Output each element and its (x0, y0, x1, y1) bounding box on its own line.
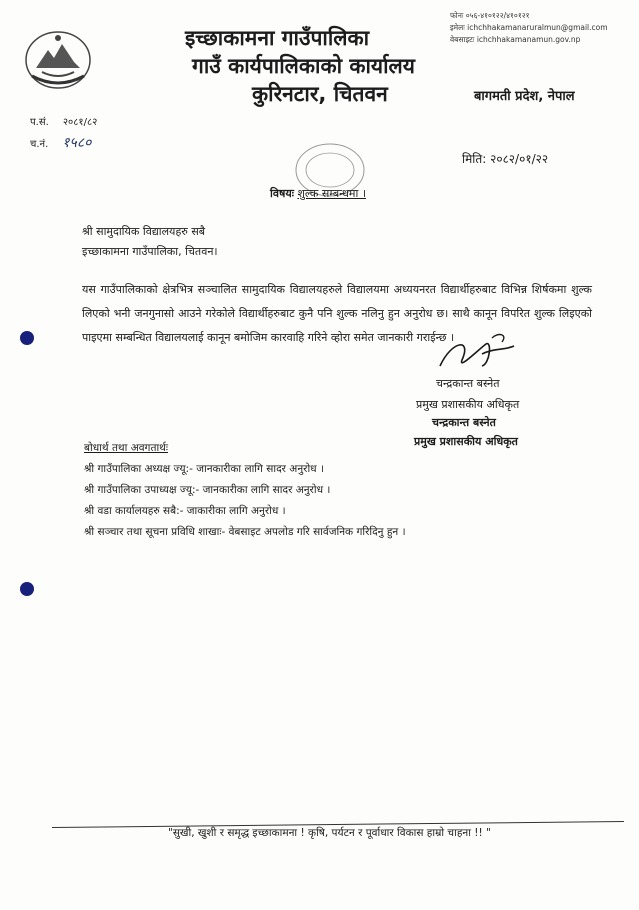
subject-label: विषयः (270, 187, 294, 200)
subject-line (270, 186, 366, 201)
contact-phone: फोनः ०५६-४१०१२२/४१०१२१ (450, 11, 530, 20)
province-label: बागमती प्रदेश, नेपाल (474, 89, 575, 104)
cc-item: श्री गाउँपालिका उपाध्यक्ष ज्यू:- जानकारीका लागि सादर अनुरोध । (84, 484, 331, 496)
signatory-title: प्रमुख प्रशासकीय अधिकृत (416, 398, 520, 411)
footer-motto: "सुखी, खुशी र समृद्ध इच्छाकामना ! कृषि, पर्यटन र पूर्वाधार विकास हाम्रो चाहना !! " (168, 827, 491, 839)
contact-email: इमेलः ichchhakamanaruralmun@gmail.com (450, 23, 608, 32)
ps-value: २०८१/८२ (62, 117, 98, 128)
signatory-stamp-name: चन्द्रकान्त बस्नेत (432, 416, 496, 429)
contact-website: वेबसाइटः ichchhakamanamun.gov.np (450, 35, 581, 44)
office-subtitle: गाउँ कार्यपालिकाको कार्यालय (192, 54, 415, 78)
addressee-line-2: इच्छाकामना गाउँपालिका, चितवन। (82, 245, 218, 258)
chn-value: १५८० (62, 135, 92, 151)
letter-body: यस गाउँपालिकाको क्षेत्रभित्र सञ्चालित सामुदायिक विद्यालयहरुले विद्यालयमा अध्ययनरत विद्यार्थीहरुबाट विभिन्न शिर्षकमा शुल्क लिएको भनी जनगुनासो आउने गरेकोले विद्यार्थीहरुबाट कुनै पनि शुल्क नलिनु हुन अनुरोध छ। साथै कानून विपरित शुल्क लिइएको पाइएमा सम्बन्धित विद्यालयलाई कानून बमोजिम कारवाहि गरिने व्होरा समेत जानकारी गराईन्छ । (82, 283, 592, 344)
chn-label: च.नं. (30, 139, 49, 150)
contact-block (450, 10, 608, 46)
signatory-name: चन्द्रकान्त बस्नेत (436, 377, 500, 390)
cc-item: श्री वडा कार्यालयहरु सबै:- जाकारीका लागि अनुरोध । (84, 505, 286, 517)
cc-heading: बोधार्थ तथा अवगतार्थः (84, 442, 168, 454)
cc-item: श्री गाउँपालिका अध्यक्ष ज्यू:- जानकारीका लागि सादर अनुरोध । (84, 463, 324, 475)
cc-block (84, 438, 406, 543)
cc-item: श्री सञ्चार तथा सूचना प्रविधि शाखाः- वेबसाइट अपलोड गरि सार्वजनिक गरिदिनु हुन । (84, 526, 406, 538)
signature-mark (432, 330, 522, 380)
addressee-line-1: श्री सामुदायिक विद्यालयहरु सबै (82, 225, 206, 238)
punch-hole (20, 331, 34, 345)
ps-label: प.सं. (30, 117, 49, 128)
nepal-emblem-logo (22, 24, 94, 92)
letter-date: मिति: २०८२/०१/२२ (462, 152, 549, 166)
reference-block (30, 113, 97, 155)
addressee-block (82, 222, 218, 262)
punch-hole (20, 582, 34, 596)
office-name: इच्छाकामना गाउँपालिका (185, 26, 370, 50)
subject-value: शुल्क सम्बन्धमा । (297, 187, 367, 200)
office-location: कुरिनटार, चितवन (252, 82, 388, 106)
signatory-stamp-title: प्रमुख प्रशासकीय अधिकृत (414, 435, 518, 448)
